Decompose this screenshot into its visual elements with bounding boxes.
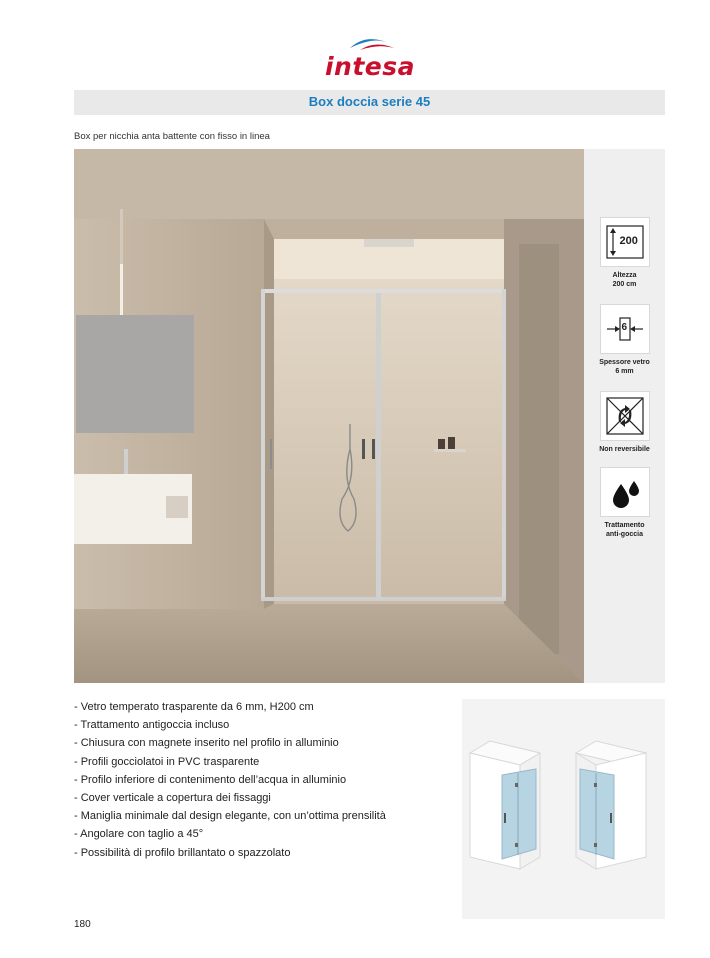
feature-list xyxy=(74,698,454,862)
glass-thickness-icon xyxy=(600,304,650,354)
feature-height xyxy=(584,217,665,289)
feature-label: Spessore vetro xyxy=(599,359,650,366)
product-subtitle: Box per nicchia anta battente con fisso in linea xyxy=(74,131,270,142)
brand-name: intesa xyxy=(324,52,416,81)
height-icon xyxy=(600,217,650,267)
list-item: - Profili gocciolatoi in PVC trasparente xyxy=(74,755,260,768)
product-photo xyxy=(74,149,584,683)
list-item: - Trattamento antigoccia incluso xyxy=(74,719,230,732)
feature-label: Altezza xyxy=(612,272,637,279)
anti-drop-icon xyxy=(600,467,650,517)
features-column xyxy=(584,149,665,683)
feature-glass-thickness xyxy=(584,304,665,376)
list-item: - Possibilità di profilo brillantato o spazzolato xyxy=(74,846,291,859)
feature-label: Non reversibile xyxy=(599,446,650,453)
feature-label: 6 mm xyxy=(615,368,634,375)
configuration-diagrams xyxy=(462,699,665,919)
page-number: 180 xyxy=(74,919,91,930)
brand-logo xyxy=(320,32,420,84)
shower-configuration-icon xyxy=(462,699,665,919)
feature-label: Trattamento xyxy=(604,522,645,529)
title-bar xyxy=(74,90,665,115)
height-value: 200 xyxy=(619,235,638,247)
list-item: - Vetro temperato trasparente da 6 mm, H200 cm xyxy=(74,701,314,713)
list-item: - Chiusura con magnete inserito nel profilo in alluminio xyxy=(74,737,339,750)
page-title: Box doccia serie 45 xyxy=(308,94,431,109)
feature-non-reversible xyxy=(584,391,665,454)
list-item: - Angolare con taglio a 45° xyxy=(74,828,204,841)
feature-label: 200 cm xyxy=(612,281,637,288)
list-item: - Profilo inferiore di contenimento dell’acqua in alluminio xyxy=(74,773,347,786)
list-item: - Maniglia minimale dal design elegante, con un’ottima prensilità xyxy=(74,810,386,823)
list-item: - Cover verticale a copertura dei fissaggi xyxy=(74,792,271,805)
thickness-value: 6 xyxy=(621,322,628,333)
non-reversible-icon xyxy=(600,391,650,441)
feature-anti-drop xyxy=(584,467,665,539)
feature-label: anti-goccia xyxy=(606,531,643,538)
